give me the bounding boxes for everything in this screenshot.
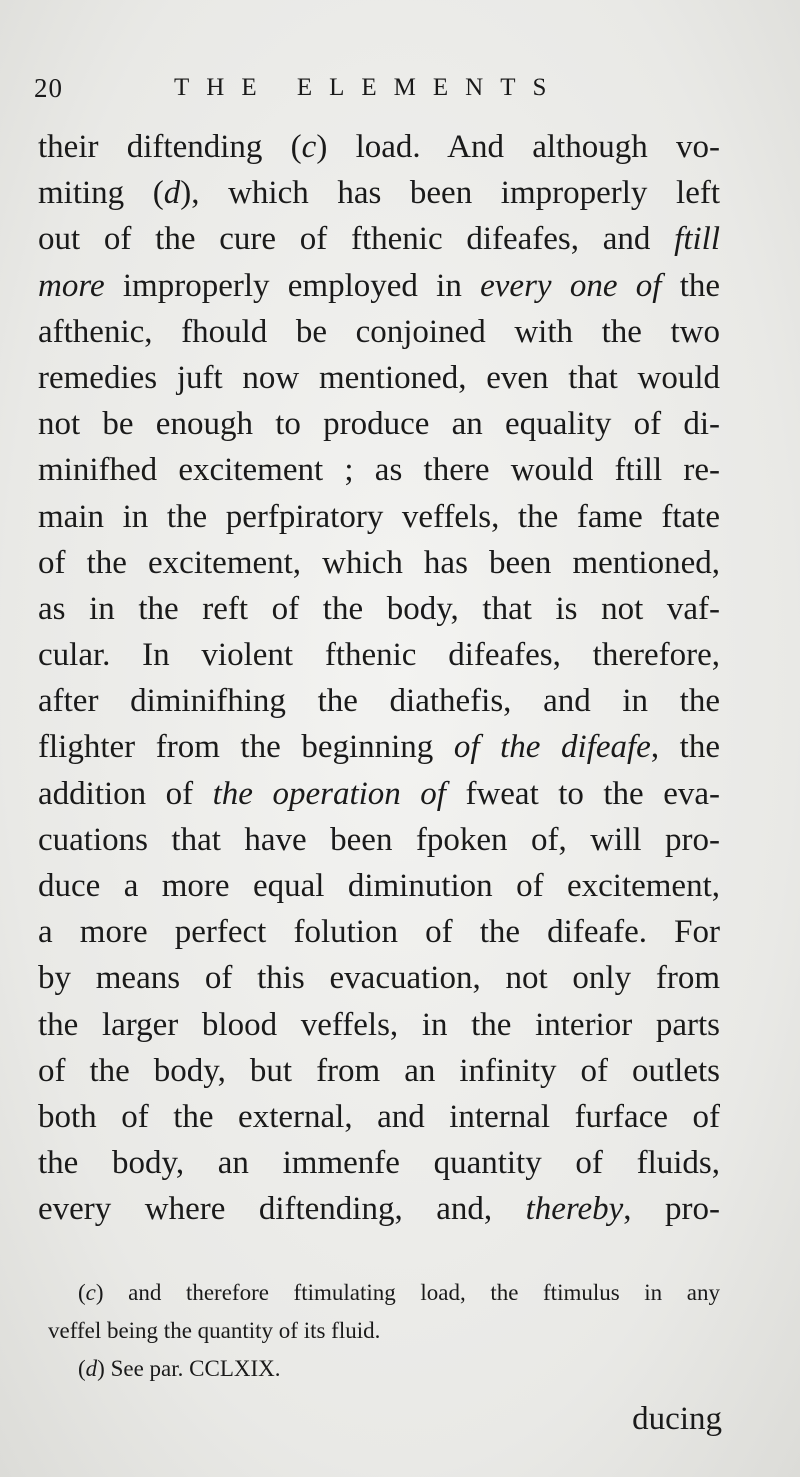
footnotes <box>48 1274 720 1388</box>
text-segment: the <box>661 267 720 304</box>
text-segment: both of the external, and internal furface of <box>38 1098 720 1135</box>
footnote-line <box>48 1350 720 1388</box>
catchword: ducing <box>632 1401 722 1437</box>
footnote-segment: ) See par. CCLXIX. <box>97 1356 281 1381</box>
text-segment: flighter from the beginning <box>38 729 454 766</box>
text-line <box>38 863 720 909</box>
text-segment: miting ( <box>38 175 164 212</box>
body-text <box>38 124 720 1233</box>
text-line <box>38 447 720 493</box>
text-segment: by means of this evacuation, not only from <box>38 960 720 997</box>
text-line <box>38 1094 720 1140</box>
footnote-line <box>48 1312 720 1350</box>
page-header <box>34 68 734 108</box>
text-line <box>38 909 720 955</box>
text-line <box>38 216 720 262</box>
text-italic: the operation of <box>212 775 446 812</box>
text-line <box>38 124 720 170</box>
text-italic: of the difeafe <box>453 729 651 766</box>
page-number: 20 <box>34 73 63 103</box>
text-line <box>38 309 720 355</box>
text-segment: remedies juft now mentioned, even that would <box>38 359 720 396</box>
text-italic: c <box>301 129 317 165</box>
text-segment: ), which has been improperly left <box>180 175 720 212</box>
text-segment: after diminifhing the diathefis, and in the <box>38 683 720 720</box>
text-line <box>38 540 720 586</box>
text-segment: minifhed excitement ; as there would ftill re- <box>38 452 720 489</box>
text-line <box>38 1002 720 1048</box>
text-italic: ftill <box>674 221 720 258</box>
text-line <box>38 817 720 863</box>
text-segment: cuations that have been fpoken of, will pro- <box>38 821 720 858</box>
text-italic: every one of <box>480 267 662 304</box>
text-segment: their diftending ( <box>38 129 302 165</box>
text-segment: the larger blood veffels, in the interior parts <box>38 1006 720 1043</box>
text-segment: afthenic, fhould be conjoined with the two <box>38 313 720 350</box>
text-line <box>38 1140 720 1186</box>
text-segment: cular. In violent fthenic difeafes, therefore, <box>38 637 720 674</box>
footnote-segment: ( <box>78 1356 86 1381</box>
text-italic: d <box>163 175 181 212</box>
text-line <box>38 1048 720 1094</box>
text-line <box>38 355 720 401</box>
text-segment: main in the perfpiratory veffels, the fame ftate <box>38 498 720 535</box>
text-line <box>38 263 720 309</box>
text-line <box>38 724 720 770</box>
text-segment: improperly employed in <box>104 267 481 304</box>
text-line <box>38 1186 720 1232</box>
text-segment: addition of <box>38 775 213 812</box>
footnote-italic: d <box>85 1356 98 1381</box>
text-segment: the body, an immenfe quantity of fluids, <box>38 1145 720 1182</box>
text-segment: of the excitement, which has been mentioned, <box>38 544 720 581</box>
text-segment: of the body, but from an infinity of outlets <box>38 1052 720 1089</box>
text-line <box>38 170 720 216</box>
text-segment: every where diftending, and, <box>38 1191 526 1228</box>
text-line <box>38 955 720 1001</box>
text-segment: , pro- <box>623 1191 720 1228</box>
footnote-segment: veffel being the quantity of its fluid. <box>48 1318 381 1343</box>
text-segment: ) load. And although vo- <box>316 129 720 165</box>
footnote-segment: ( <box>78 1280 86 1305</box>
text-line <box>38 401 720 447</box>
text-line <box>38 586 720 632</box>
text-line <box>38 771 720 817</box>
text-segment: , the <box>650 729 720 766</box>
text-segment: a more perfect folution of the difeafe. For <box>38 914 720 951</box>
text-italic: thereby <box>525 1191 624 1228</box>
text-italic: more <box>38 267 105 304</box>
footnote-line <box>48 1274 720 1312</box>
footnote-segment: ) and therefore ftimulating load, the ftimulus in any <box>95 1280 720 1305</box>
text-segment: as in the reft of the body, that is not vaf- <box>38 590 720 627</box>
text-line <box>38 494 720 540</box>
text-segment: out of the cure of fthenic difeafes, and <box>38 221 675 258</box>
text-segment: duce a more equal diminution of excitement, <box>38 868 720 904</box>
footnote-italic: c <box>85 1280 96 1305</box>
text-line <box>38 678 720 724</box>
running-title: THE ELEMENTS <box>174 74 564 101</box>
text-segment: fweat to the eva- <box>445 775 720 812</box>
text-line <box>38 632 720 678</box>
text-segment: not be enough to produce an equality of di- <box>38 406 720 443</box>
